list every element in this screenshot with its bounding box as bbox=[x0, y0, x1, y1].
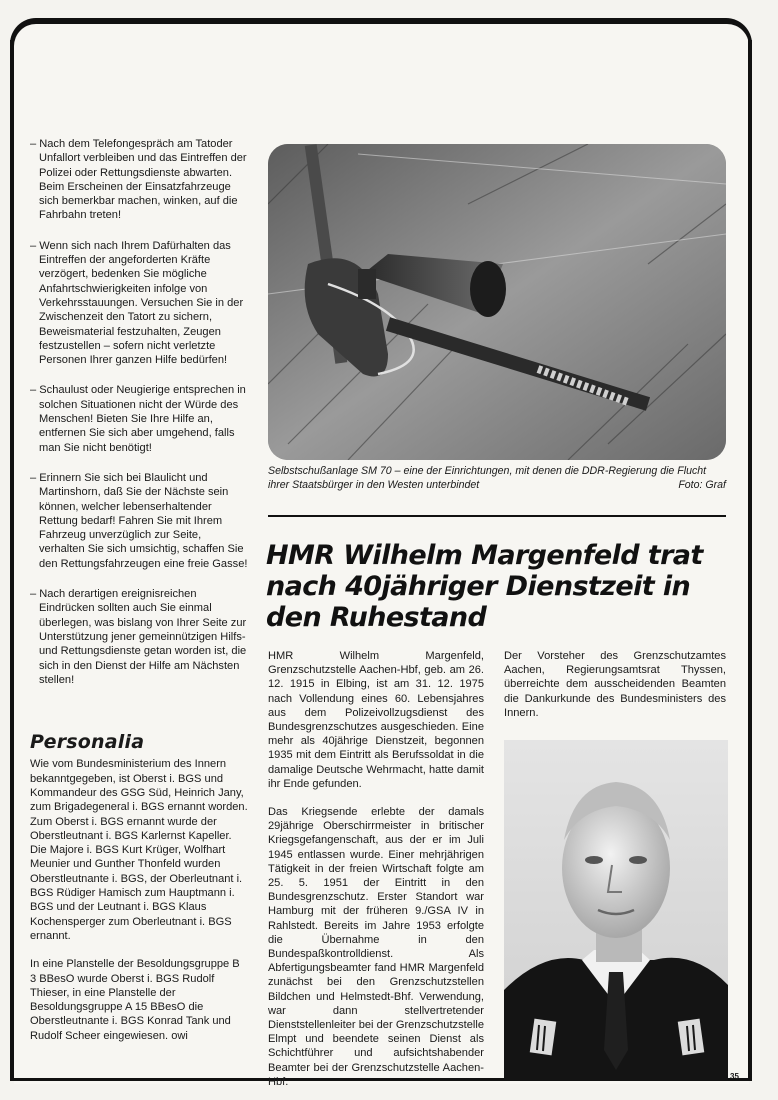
article-paragraph-1: HMR Wilhelm Margenfeld, Grenzschutzstelle Aachen-Hbf, geb. am 26. 12. 1915 in Elbing, ist am 31. 12. 1975 nach Vollendung eines 60. Lebensjahres aus dem Polizeivollzugsdienst des Bundesgrenzschutzes ausgeschieden. Eine mehr als 40jährige Dienstzeit, begonnen 1935 mit dem Eintritt als Berufssoldat in die damalige Deutsche Wehrmacht, hatte damit ihr Ende gefunden. bbox=[268, 650, 484, 790]
article-middle-column bbox=[268, 649, 484, 1089]
tip-1: – Nach dem Telefongespräch am Tatoder Unfallort verbleiben und das Eintreffen der Polizei oder Rettungsdienste abwarten. Beim Erscheinen der Einsatzfahrzeuge sich bemerkbar machen, winken, auf die Fahrbahn treten! bbox=[30, 138, 247, 222]
tip-3: – Schaulust oder Neugierige entsprechen in solchen Situationen nicht der Würde des Menschen! Bieten Sie Ihre Hilfe an, entfernen Sie sich aber umgehend, falls man Sie nicht benötigt! bbox=[30, 384, 246, 454]
tip-4: – Erinnern Sie sich bei Blaulicht und Martinshorn, daß Sie der Nächste sein können, welcher lebenserhaltender Rettung bedarf! Fahren Sie mit Ihrem Fahrzeug unverzüglich zur Seite, verhalten Sie sich umsichtig, schaffen Sie den Rettungsfahrzeugen eine freie Gasse! bbox=[30, 471, 248, 570]
article-headline: HMR Wilhelm Margenfeld trat nach 40jähriger Dienstzeit in den Ruhestand bbox=[266, 540, 703, 633]
page-frame-right bbox=[748, 40, 752, 1080]
tip-5: – Nach derartigen ereignisreichen Eindrücken sollten auch Sie einmal überlegen, was bislang von Ihrer Seite zur Unterstützung jener gemeinnützigen Hilfs- und Rettungsdienste getan worden ist, die sich in den Dienst der Hilfe am Nächsten stellen! bbox=[30, 588, 247, 686]
sm70-photo bbox=[268, 144, 726, 460]
sm70-photo-art bbox=[268, 144, 726, 460]
section-divider bbox=[268, 515, 726, 517]
tip-2: – Wenn sich nach Ihrem Dafürhalten das Eintreffen der angeforderten Kräfte verzögert, bedenken Sie mögliche Anfahrtschwierigkeiten infolge von Verkehrsstauungen. Versuchen Sie in der Zwischenzeit den Tatort zu sichern, Beweismaterial festzuhalten, Zeugen festzustellen – sofern nicht verletzte Personen Ihrer ganzen Hilfe bedürfen! bbox=[30, 239, 244, 367]
photo-credit: Foto: Graf bbox=[678, 479, 726, 491]
personalia-paragraph-1: Wie vom Bundesministerium des Innern bekanntgegeben, ist Oberst i. BGS und Kommandeur des GSG Süd, Heinrich Jany, zum Brigadegeneral i. BGS ernannt worden. Zum Oberst i. BGS ernannt wurde der Oberstleutnant i. BGS Karlernst Kapeller. Die Majore i. BGS Kurt Krüger, Wolfhart Meunier und Gunther Thonfeld wurden Oberstleutnante i. BGS, der Oberleutnant i. BGS Rüdiger Hamisch zum Hauptmann i. BGS und der Leutnant i. BGS Klaus Kochensperger zum Oberleutnant i. BGS ernannt. bbox=[30, 758, 248, 942]
portrait-photo-art bbox=[504, 740, 728, 1080]
article-right-column bbox=[504, 649, 726, 720]
page-frame-left bbox=[10, 40, 14, 1080]
left-column bbox=[30, 137, 248, 1059]
portrait-photo bbox=[504, 740, 728, 1080]
caption-text: Selbstschußanlage SM 70 – eine der Einrichtungen, mit denen die DDR-Regierung die Flucht ihrer Staatsbürger in den Westen unterbindet bbox=[268, 465, 707, 491]
article-paragraph-2: Das Kriegsende erlebte der damals 29jährige Oberschirrmeister in britischer Kriegsgefangenschaft, aus der er im Juli 1945 entlassen wurde. Einer mehrjährigen Tätigkeit in der freien Wirtschaft folgte am 25. 5. 1951 der Eintritt in den Bundesgrenzschutz. Erster Standort war Hamburg mit der früheren 9./GSA IV in Rahlstedt. Bereits im Jahre 1953 erfolgte die Übernahme in den Bundespaßkontrolldienst. Als Abfertigungsbeamter fand HMR Margenfeld zunächst bei den Grenzschutzstellen Bildchen und Helmstedt-Bhf. Verwendung, war dann stellvertretender Dienststellenleiter bei der Grenzschutzstelle Elmpt und beendete seinen Dienst als Schichtführer und aufsichtshabender Beamter bei der Grenzschutzstelle Aachen-Hbf. bbox=[268, 806, 484, 1088]
personalia-title: Personalia bbox=[30, 731, 145, 754]
photo-caption bbox=[268, 464, 726, 492]
personalia-paragraph-2: In eine Planstelle der Besoldungsgruppe B 3 BBesO wurde Oberst i. BGS Rudolf Thieser, in eine Planstelle der Besoldungsgruppe A 15 BBesO die Oberstleutnante i. BGS Konrad Tank und Rudolf Scheer eingewiesen. owi bbox=[30, 958, 240, 1042]
page-number: 35 bbox=[730, 1072, 739, 1081]
article-paragraph-3: Der Vorsteher des Grenzschutzamtes Aachen, Regierungsamtsrat Thyssen, überreichte dem ausscheidenden Beamten die Dankurkunde des Bundesministers des Innern. bbox=[504, 650, 726, 719]
